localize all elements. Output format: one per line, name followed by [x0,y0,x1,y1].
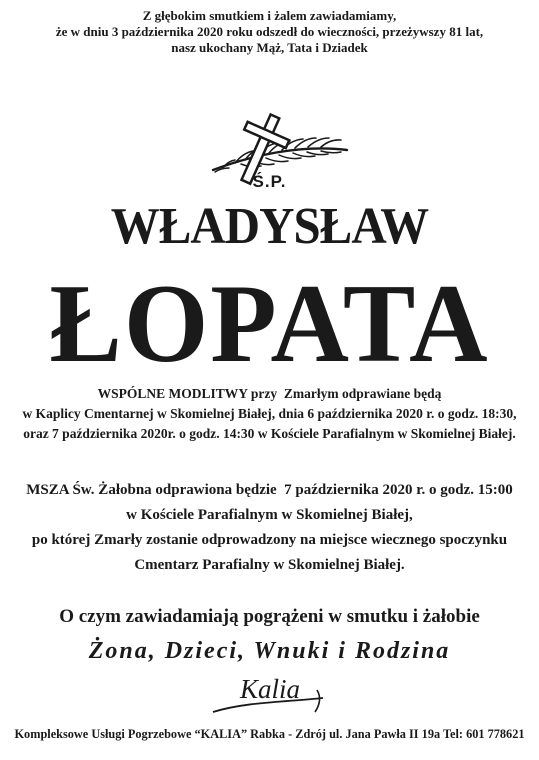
intro-line-1: Z głębokim smutkiem i żalem zawiadamiamy, [142,8,397,23]
kalia-logo-swash [205,672,335,720]
kalia-logo [205,672,335,720]
intro-text [0,8,539,56]
intro-line-3: nasz ukochany Mąż, Tata i Dziadek [171,40,368,55]
honorific: Ś.P. [252,172,287,191]
prayers-line-3: oraz 7 października 2020r. o godz. 14:30 w Kościele Parafialnym w Skomielnej Białej. [23,426,516,441]
deceased-first-name: WŁADYSŁAW [110,198,429,255]
mass-line-2: w Kościele Parafialnym w Skomielnej Białej, [126,507,413,523]
deceased-last-name: ŁOPATA [49,262,490,386]
family-signature: Żona, Dzieci, Wnuki i Rodzina [88,638,451,664]
mass-line-4: Cmentarz Parafialny w Skomielnej Białej. [134,557,405,573]
funeral-home-footer: Kompleksowe Usługi Pogrzebowe “KALIA” Rabka - Zdrój ul. Jana Pawła II 19a Tel: 601 778621 [14,727,525,741]
intro-line-2: że w dniu 3 października 2020 roku odszedł do wieczności, przeżywszy 81 lat, [55,24,484,39]
kalia-logo-text: Kalia [239,674,300,704]
mourners-line: O czym zawiadamiają pogrążeni w smutku i żałobie [59,606,480,627]
funeral-mass-info [0,478,539,578]
prayers-heading: WSPÓLNE MODLITWY [97,386,248,401]
prayers-line-1-rest: przy Zmarłym odprawiane będą [247,386,442,401]
mass-line-3: po której Zmarły zostanie odprowadzony na miejsce wiecznego spoczynku [31,532,508,548]
prayers-line-1 [0,384,539,404]
mass-line-1: MSZA Św. Żałobna odprawiona będzie 7 października 2020 r. o godz. 15:00 [26,482,513,498]
prayers-info [0,384,539,444]
prayers-line-2: w Kaplicy Cmentarnej w Skomielnej Białej, dnia 6 października 2020 r. o godz. 18:30, [22,406,517,421]
